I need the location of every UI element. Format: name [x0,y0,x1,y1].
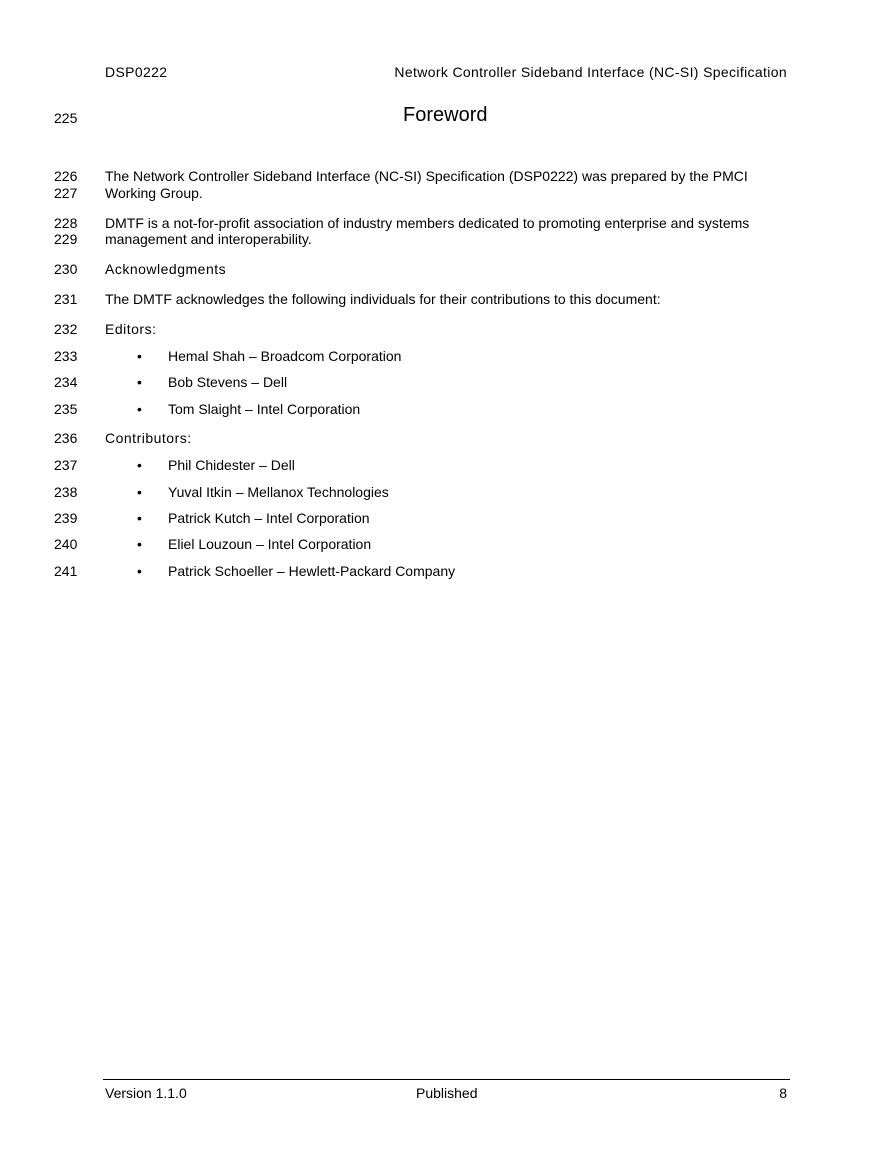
bullet-icon: • [137,536,142,552]
line-number: 228 [54,215,78,231]
paragraph-line: management and interoperability. [105,231,312,247]
footer-status: Published [416,1085,478,1101]
paragraph-line: Working Group. [105,185,203,201]
editor-item: Hemal Shah – Broadcom Corporation [168,348,402,364]
line-number: 237 [54,457,78,473]
line-number: 235 [54,401,78,417]
contributor-item: Patrick Kutch – Intel Corporation [168,510,370,526]
line-number: 232 [54,321,78,337]
line-number: 229 [54,231,78,247]
footer-version: Version 1.1.0 [105,1085,187,1101]
editors-heading: Editors: [105,321,157,337]
acknowledgments-intro: The DMTF acknowledges the following individuals for their contributions to this document: [105,291,661,307]
bullet-icon: • [137,374,142,390]
line-number: 225 [54,110,78,126]
line-number: 234 [54,374,78,390]
footer-divider [103,1079,790,1080]
bullet-icon: • [137,348,142,364]
line-number: 231 [54,291,78,307]
acknowledgments-heading: Acknowledgments [105,261,227,277]
line-number: 238 [54,484,78,500]
line-number: 233 [54,348,78,364]
bullet-icon: • [137,510,142,526]
bullet-icon: • [137,457,142,473]
contributor-item: Eliel Louzoun – Intel Corporation [168,536,372,552]
page-title: Foreword [403,104,488,126]
contributor-item: Yuval Itkin – Mellanox Technologies [168,484,389,500]
contributors-heading: Contributors: [105,430,192,446]
paragraph-line: The Network Controller Sideband Interface (NC-SI) Specification (DSP0222) was prepared by the PMCI [105,168,748,184]
header-doc-id: DSP0222 [105,64,168,80]
header-doc-title: Network Controller Sideband Interface (NC-SI) Specification [394,64,787,80]
bullet-icon: • [137,484,142,500]
line-number: 240 [54,536,78,552]
editor-item: Tom Slaight – Intel Corporation [168,401,361,417]
line-number: 236 [54,430,78,446]
line-number: 230 [54,261,78,277]
paragraph-line: DMTF is a not-for-profit association of industry members dedicated to promoting enterprise and systems [105,215,750,231]
contributor-item: Patrick Schoeller – Hewlett-Packard Company [168,563,456,579]
line-number: 226 [54,168,78,184]
contributor-item: Phil Chidester – Dell [168,457,295,473]
page-number: 8 [779,1085,787,1101]
editor-item: Bob Stevens – Dell [168,374,288,390]
line-number: 241 [54,563,78,579]
bullet-icon: • [137,401,142,417]
line-number: 239 [54,510,78,526]
bullet-icon: • [137,563,142,579]
line-number: 227 [54,185,78,201]
